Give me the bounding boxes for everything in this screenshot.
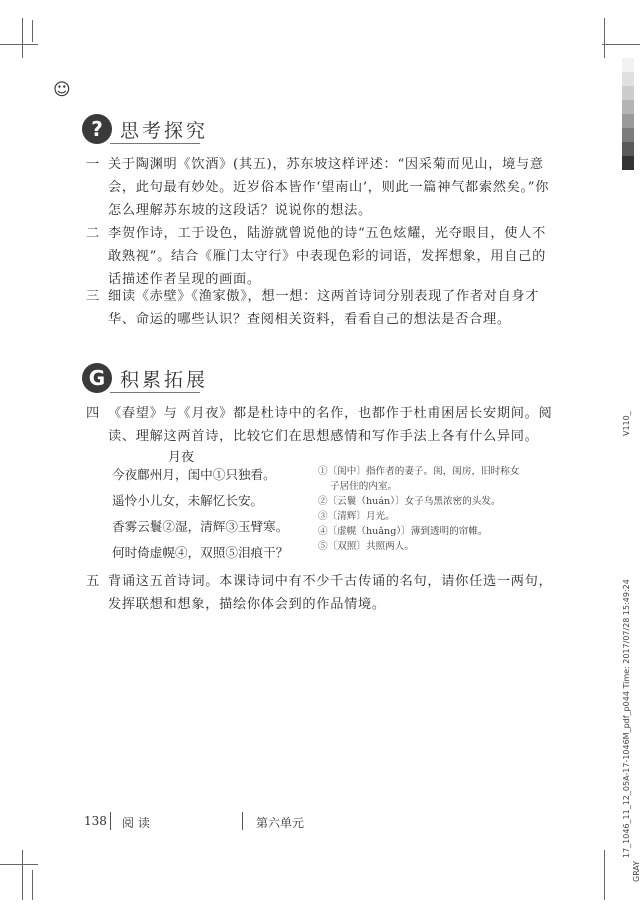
- footer-unit: 第六单元: [256, 816, 305, 830]
- poem-body: [112, 462, 288, 566]
- smiley-icon: ☺: [53, 80, 71, 100]
- item-number: 一: [86, 157, 100, 172]
- crop-mark: [22, 18, 23, 58]
- item-number: 三: [86, 289, 100, 304]
- poem-line: 今夜鄜州月，闺中①只独看。: [112, 467, 276, 482]
- crop-mark: [604, 18, 605, 58]
- note: ③〔清辉〕月光。: [318, 511, 395, 522]
- note: ①〔闺中〕指作者的妻子。闺，闺房，旧时称女: [318, 466, 520, 477]
- poem-line: 何时倚虚幌④，双照⑤泪痕干？: [112, 545, 289, 560]
- item-number: 四: [86, 406, 100, 421]
- item-text: 李贺作诗，工于设色，陆游就曾说他的诗“五色炫耀，光夺眼目，使人不敢熟视”。结合《雁门太守行》中表现色彩的词语，发挥想象，用自己的话描述作者呈现的画面。: [108, 226, 546, 287]
- note: 子居住的内室。: [330, 481, 398, 492]
- poem-line: 香雾云鬟②湿，清辉③玉臂寒。: [112, 519, 289, 534]
- section-title: 思考探究: [120, 119, 209, 142]
- section-underline: [110, 392, 200, 393]
- note: ②〔云鬟（huán）〕女子乌黑浓密的头发。: [318, 496, 501, 507]
- item-text: 背诵这五首诗词。本课诗词中有不少千古传诵的名句，请你任选一两句，发挥联想和想象，描绘你体会到的作品情境。: [108, 574, 553, 612]
- crop-mark: [0, 864, 38, 865]
- note: ④〔虚幌（huǎng）〕薄到透明的帘帷。: [318, 526, 488, 537]
- item-text: 关于陶渊明《饮酒》(其五)，苏东坡这样评述：“因采菊而见山，境与意会，此句最有妙处。近岁俗本皆作‘望南山’，则此一篇神气都索然矣。”你怎么理解苏东坡的这段话？说说你的想法。: [108, 157, 550, 218]
- item-text: 细读《赤壁》《渔家傲》，想一想：这两首诗词分别表现了作者对自身才华、命运的哪些认识？查阅相关资料，看看自己的想法是否合理。: [108, 289, 540, 327]
- question-item: [86, 222, 556, 291]
- item-text: 《春望》与《月夜》都是杜诗中的名作，也都作于杜甫困居长安期间。阅读、理解这两首诗，比较它们在思想感情和写作手法上各有什么异同。: [108, 406, 553, 444]
- question-item: [86, 402, 556, 448]
- crop-mark: [604, 850, 605, 900]
- section-underline: [110, 143, 200, 144]
- section-header-thinking: [82, 114, 208, 144]
- question-icon: ?: [82, 114, 112, 144]
- note: ⑤〔双照〕共照两人。: [318, 541, 414, 552]
- section-header-accumulation: [82, 363, 208, 393]
- question-item: [86, 570, 556, 616]
- crop-mark: [0, 44, 38, 45]
- swirl-icon: G: [82, 363, 112, 393]
- footer-divider: [242, 812, 243, 830]
- print-code: 17_1046_11_12_05A-17-1046M_pdf_p044 Time: 2017/07/28 15:49:24: [622, 579, 631, 858]
- footer-section: 阅 读: [122, 816, 150, 830]
- poem-notes: [318, 464, 519, 554]
- crop-mark: [22, 850, 23, 900]
- crop-mark: [602, 44, 640, 45]
- version-label: V110_: [622, 411, 631, 436]
- item-number: 五: [86, 574, 100, 589]
- gray-label: GRAY: [632, 860, 641, 882]
- item-number: 二: [86, 226, 100, 241]
- question-item: [86, 285, 556, 331]
- crop-mark: [32, 870, 33, 900]
- section-title: 积累拓展: [120, 368, 209, 391]
- page-number: 138: [84, 814, 107, 828]
- crop-mark: [32, 20, 33, 42]
- footer-divider: [110, 812, 111, 830]
- question-item: [86, 153, 556, 222]
- poem-line: 遥怜小儿女，未解忆长安。: [112, 493, 264, 508]
- poem-title: 月夜: [168, 450, 195, 465]
